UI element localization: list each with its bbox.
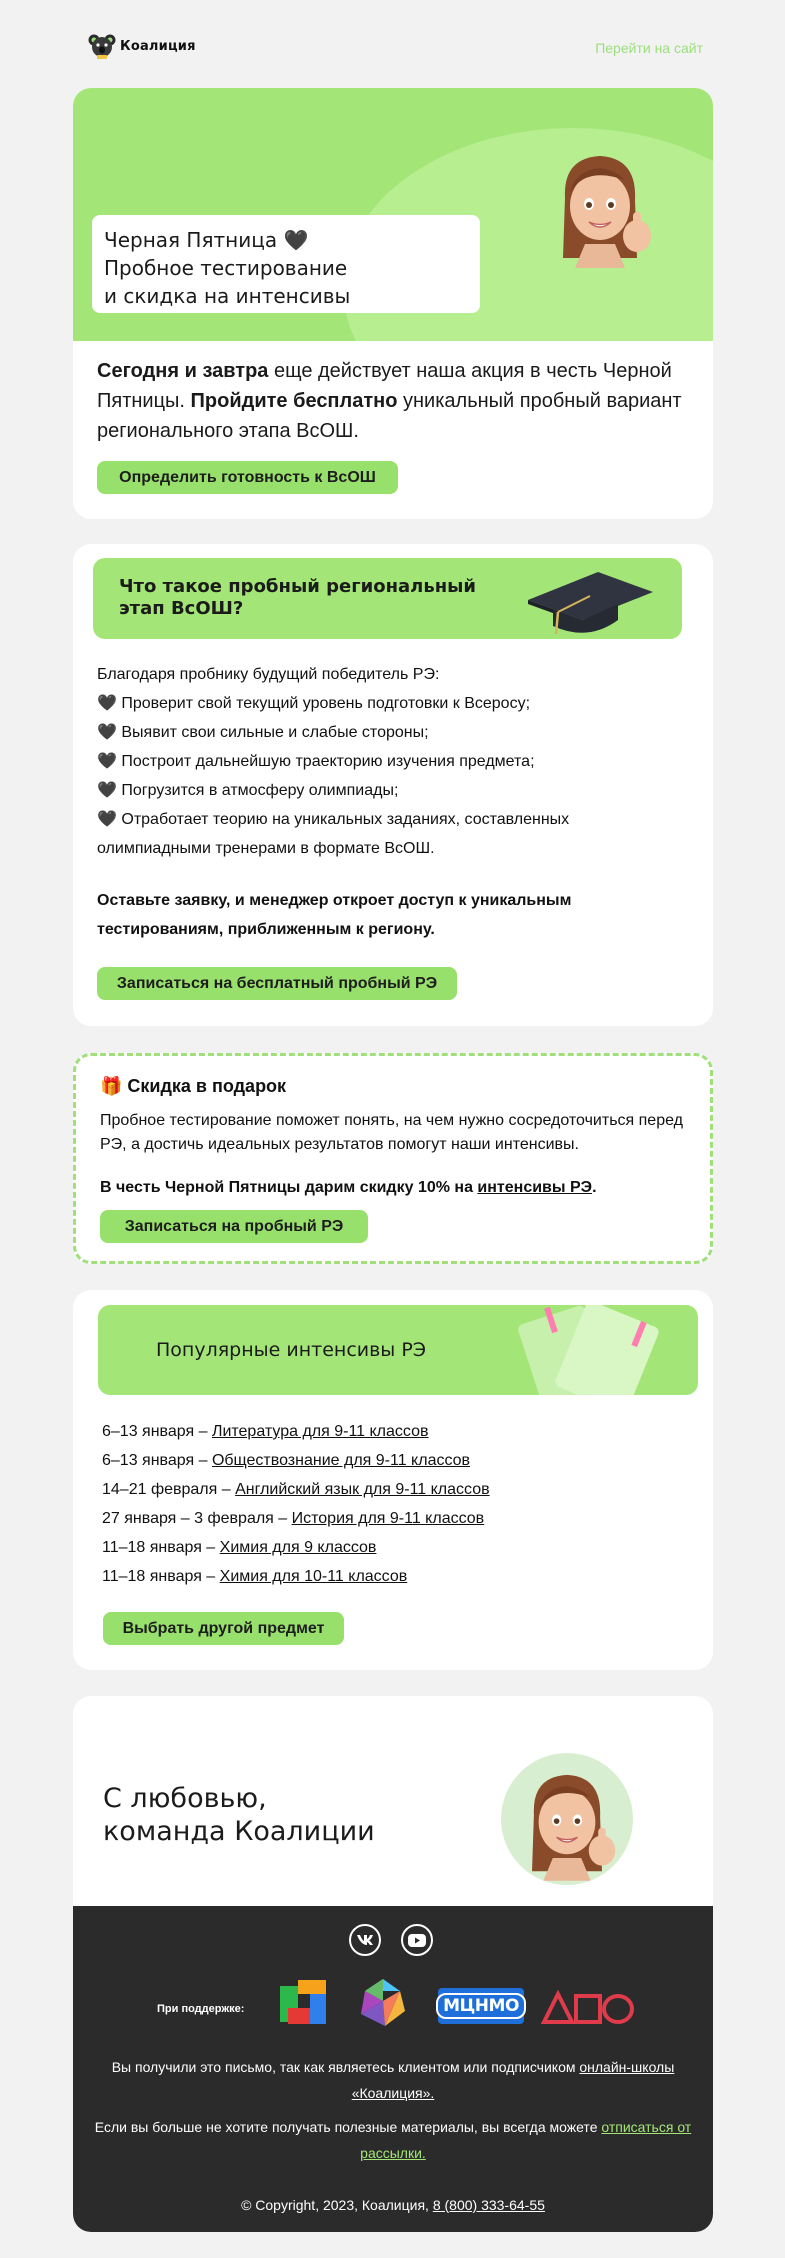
gift-offer xyxy=(100,1176,597,1200)
course-link[interactable]: Химия для 9 классов xyxy=(219,1539,377,1556)
partner-mcnmo-logo[interactable] xyxy=(438,1988,524,2024)
footer-subscription-note xyxy=(93,2054,693,2106)
school-link[interactable]: онлайн-школы «Коалиция». xyxy=(351,2059,675,2101)
trial-intro: Благодаря пробнику будущий победитель РЭ: xyxy=(97,666,440,683)
choose-subject-button[interactable]: Выбрать другой предмет xyxy=(103,1612,344,1645)
youtube-link[interactable] xyxy=(401,1924,433,1956)
hero-paragraph xyxy=(97,356,693,446)
course-date: 27 января – 3 февраля – xyxy=(102,1510,292,1527)
graduation-cap-icon xyxy=(518,564,658,639)
gift-card xyxy=(73,1053,713,1264)
koala-logo-icon xyxy=(88,32,116,60)
trial-banner xyxy=(93,558,682,639)
course-item xyxy=(102,1504,490,1533)
course-date: 11–18 января – xyxy=(102,1568,220,1585)
hero-text-2: уникальный пробный вариант регионального этапа ВсОШ. xyxy=(97,390,682,442)
partner-cube-logo-icon[interactable] xyxy=(278,1978,330,2030)
course-link[interactable]: Химия для 10-11 классов xyxy=(219,1568,408,1585)
hero-banner xyxy=(73,88,713,341)
courses-title: Популярные интенсивы РЭ xyxy=(156,1339,427,1361)
go-to-site-link[interactable]: Перейти на сайт xyxy=(595,40,703,56)
course-date: 11–18 января – xyxy=(102,1539,220,1556)
footer-line1-text: Вы получили это письмо, так как являетесь клиентом или подписчиком xyxy=(111,2059,580,2075)
footer-unsubscribe-note xyxy=(93,2114,693,2166)
vk-icon xyxy=(356,1934,374,1946)
course-item xyxy=(102,1446,490,1475)
trial-item: 🖤 Погрузится в атмосферу олимпиады; xyxy=(97,782,399,799)
trial-note: Оставьте заявку, и менеджер откроет доступ к уникальным тестированиям, приближенным к региону. xyxy=(97,892,572,938)
intensives-link[interactable]: интенсивы РЭ xyxy=(477,1179,593,1196)
memoji-girl-thumbs-up-icon xyxy=(515,1763,619,1885)
courses-list xyxy=(102,1417,490,1591)
trial-item: 🖤 Отработает теорию на уникальных заданиях, составленных олимпиадными тренерами в формате ВсОШ. xyxy=(97,811,570,857)
partner-apo-logo[interactable] xyxy=(540,1990,636,2026)
course-link[interactable]: Английский язык для 9-11 классов xyxy=(235,1481,490,1498)
copyright-text: © Copyright, 2023, Коалиция, xyxy=(241,2197,433,2213)
gift-offer-prefix: В честь Черной Пятницы дарим скидку 10% на xyxy=(100,1179,478,1196)
trial-list xyxy=(97,660,617,863)
gift-title: 🎁 Скидка в подарок xyxy=(100,1076,287,1096)
courses-card xyxy=(73,1290,713,1670)
free-trial-signup-button[interactable]: Записаться на бесплатный пробный РЭ xyxy=(97,967,457,1000)
course-item xyxy=(102,1417,490,1446)
course-link[interactable]: Литература для 9-11 классов xyxy=(211,1423,429,1440)
partner-gem-logo-icon[interactable] xyxy=(355,1976,410,2031)
trial-card xyxy=(73,544,713,1026)
hero-bold-free: Пройдите бесплатно xyxy=(190,390,398,412)
notebooks-icon xyxy=(508,1305,698,1395)
youtube-icon xyxy=(408,1934,426,1947)
koalition-logo[interactable] xyxy=(88,32,196,60)
partner-mcnmo-text: МЦНМО xyxy=(436,1993,526,2019)
course-link[interactable]: Обществознание для 9-11 классов xyxy=(211,1452,471,1469)
partner-apo-logo-icon xyxy=(540,1990,636,2026)
gift-offer-suffix: . xyxy=(592,1179,597,1196)
course-date: 6–13 января – xyxy=(102,1452,212,1469)
check-readiness-button[interactable]: Определить готовность к ВсОШ xyxy=(97,461,398,494)
course-date: 14–21 февраля – xyxy=(102,1481,236,1498)
course-item xyxy=(102,1533,490,1562)
signoff-text: С любовью, команда Коалиции xyxy=(103,1783,375,1847)
footer-line2-text: Если вы больше не хотите получать полезные материалы, вы всегда можете xyxy=(94,2119,602,2135)
email-header xyxy=(73,28,713,68)
course-item xyxy=(102,1562,490,1591)
course-link[interactable]: История для 9-11 классов xyxy=(291,1510,485,1527)
logo-text: Коалиция xyxy=(120,38,196,54)
copyright xyxy=(93,2192,693,2218)
unsubscribe-link[interactable]: отписаться от рассылки. xyxy=(360,2119,692,2161)
memoji-avatar xyxy=(501,1753,633,1885)
phone-link[interactable]: 8 (800) 333-64-55 xyxy=(432,2197,545,2213)
hero-text-1: еще действует наша акция в честь Черной Пятницы. xyxy=(97,360,672,412)
trial-item: 🖤 Построит дальнейшую траекторию изучения предмета; xyxy=(97,753,535,770)
hero-bold-today: Сегодня и завтра xyxy=(97,360,269,382)
trial-item: 🖤 Проверит свой текущий уровень подготовки к Всеросу; xyxy=(97,695,531,712)
memoji-girl-thumbs-up-icon xyxy=(545,148,655,268)
trial-item: 🖤 Выявит свои сильные и слабые стороны; xyxy=(97,724,429,741)
hero-title: Черная Пятница 🖤 Пробное тестирование и скидка на интенсивы xyxy=(104,228,351,308)
partners-label: При поддержке: xyxy=(157,2003,245,2015)
footer xyxy=(73,1906,713,2232)
gift-text: Пробное тестирование поможет понять, на чем нужно сосредоточиться перед РЭ, а достичь идеальных результатов помогут наши интенсивы. xyxy=(100,1112,683,1153)
course-item xyxy=(102,1475,490,1504)
courses-banner xyxy=(98,1305,698,1395)
hero-title-box xyxy=(92,215,480,313)
vk-link[interactable] xyxy=(349,1924,381,1956)
trial-title: Что такое пробный региональный этап ВсОШ? xyxy=(119,576,477,619)
hero-card xyxy=(73,88,713,519)
course-date: 6–13 января – xyxy=(102,1423,212,1440)
trial-signup-button[interactable]: Записаться на пробный РЭ xyxy=(100,1210,368,1243)
